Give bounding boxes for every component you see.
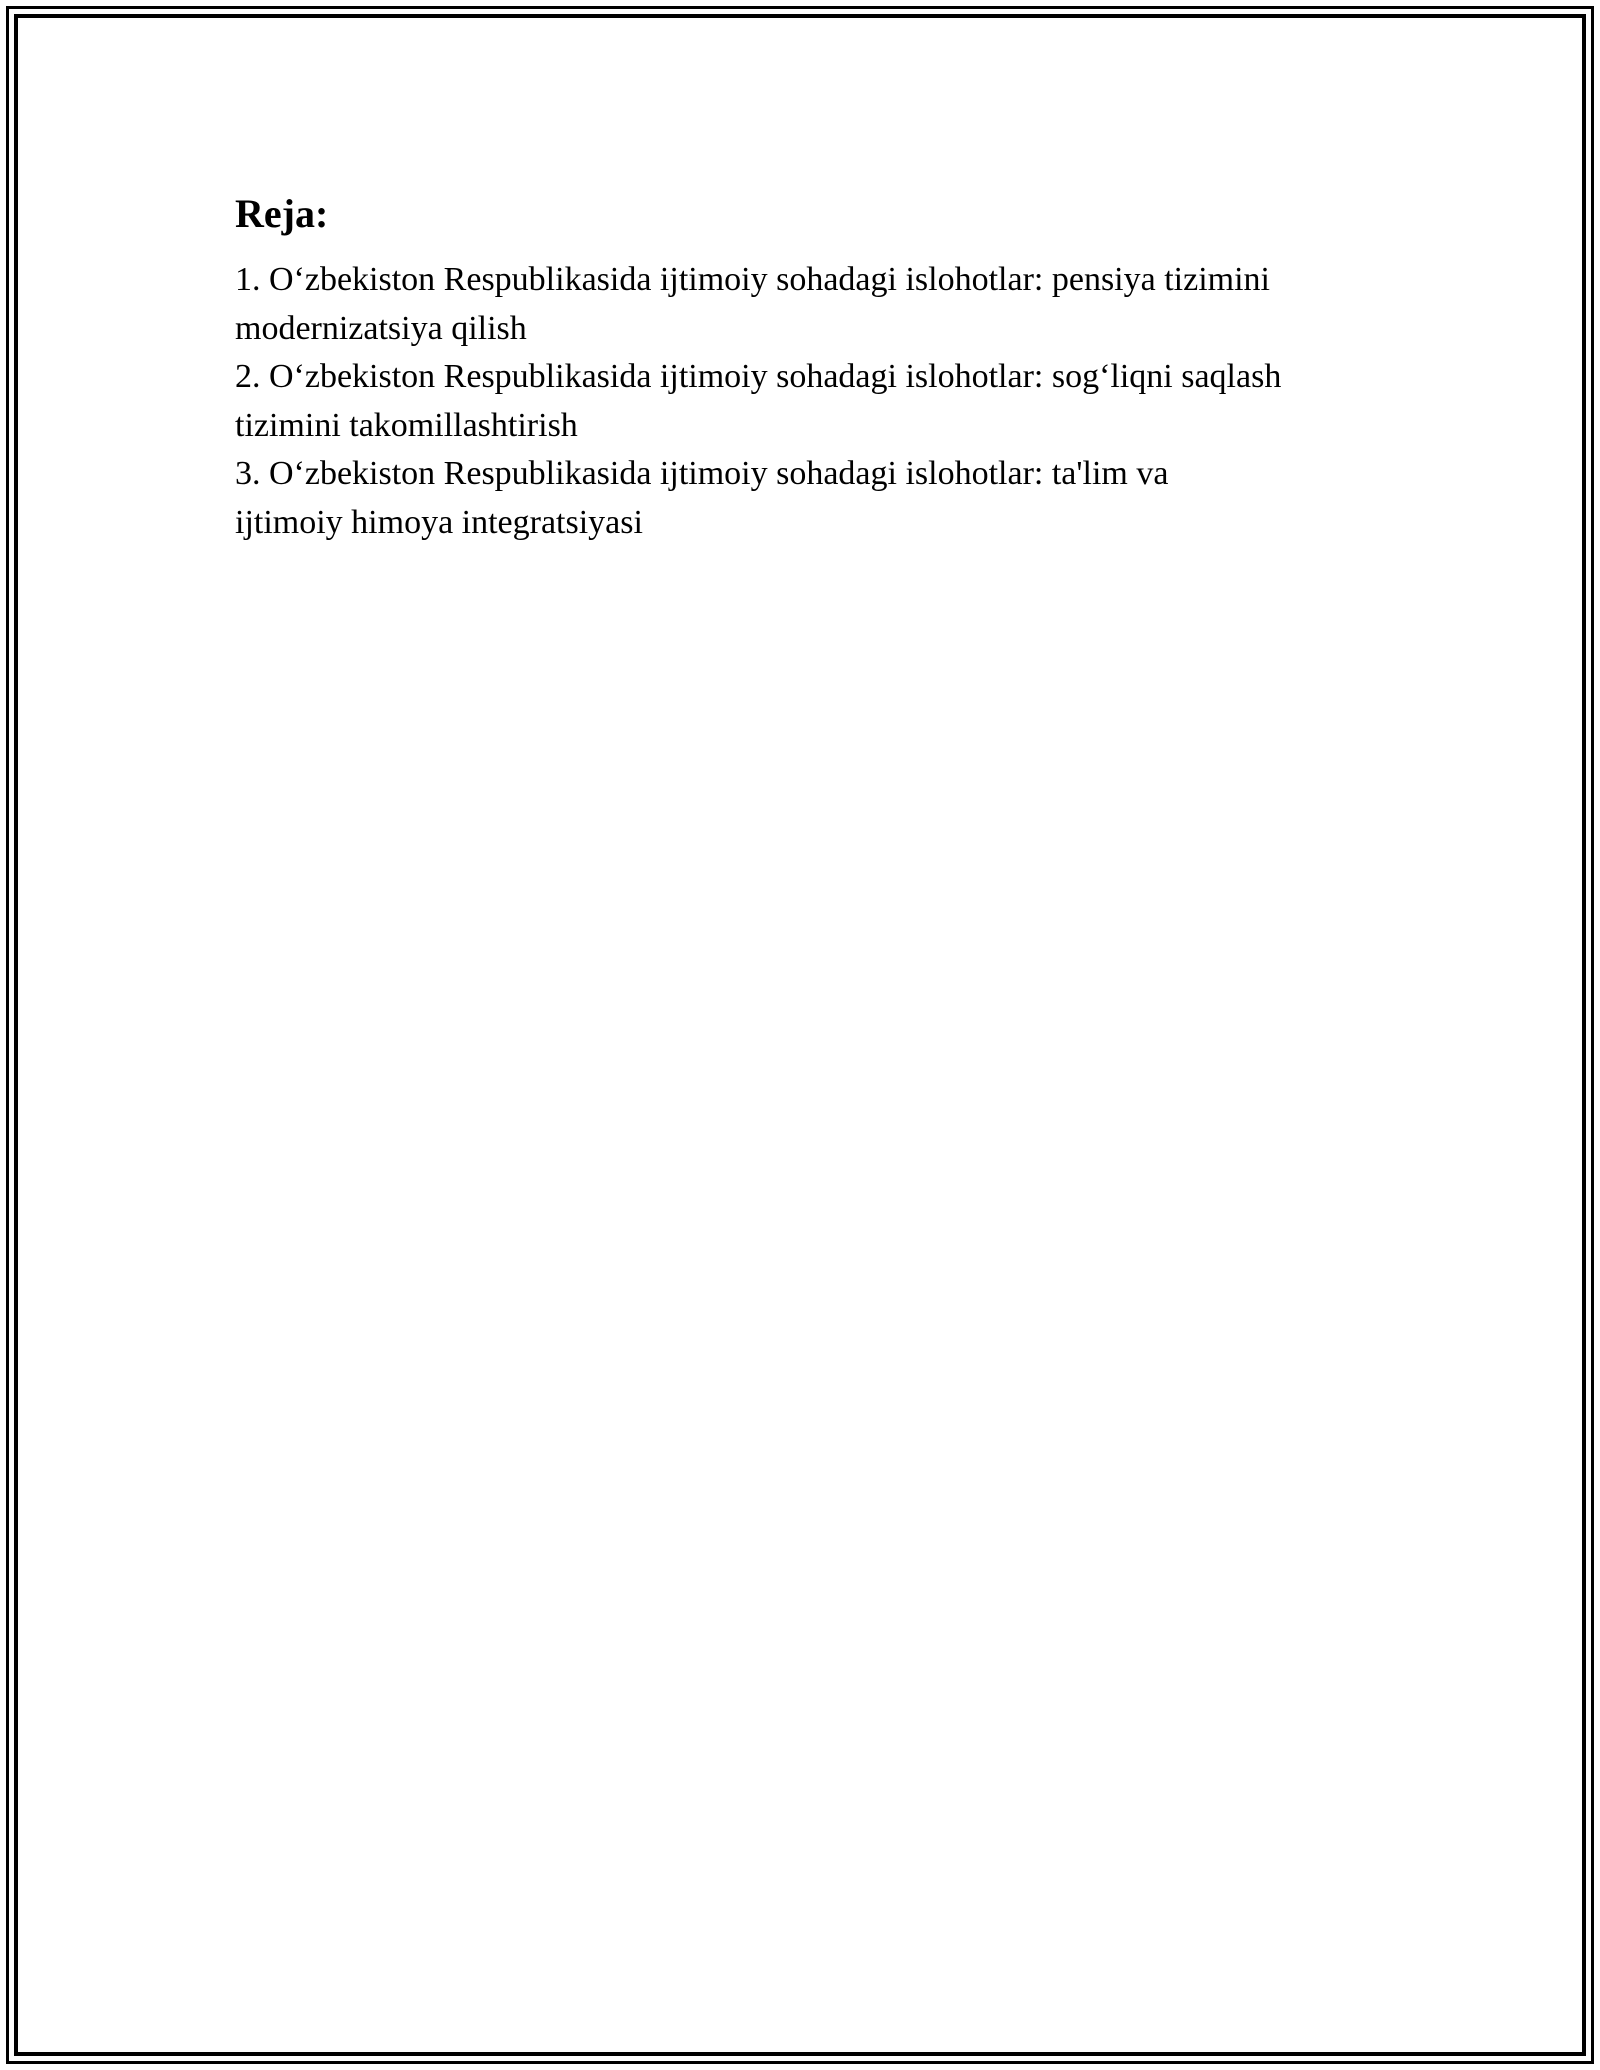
plan-title: Reja:: [235, 191, 329, 236]
plan-item-3-text: O‘zbekiston Respublikasida ijtimoiy sohadagi islohotlar: ta'lim va: [269, 455, 1169, 492]
plan-item-2-text: O‘zbekiston Respublikasida ijtimoiy sohadagi islohotlar: sog‘liqni saqlash: [269, 358, 1282, 395]
plan-item-2-line-2: tizimini takomillashtirish: [235, 406, 578, 444]
plan-item-1-line-2: modernizatsiya qilish: [235, 309, 527, 347]
plan-item-2-number: 2.: [235, 358, 261, 395]
plan-item-3: [235, 450, 1415, 547]
plan-item-1-number: 1.: [235, 261, 261, 298]
plan-item-1: [235, 256, 1415, 353]
plan-item-2: [235, 353, 1415, 450]
plan-item-2-line-1: [235, 353, 1415, 402]
plan-item-1-line-1: [235, 256, 1415, 305]
plan-item-3-line-2: ijtimoiy himoya integratsiyasi: [235, 503, 643, 541]
plan-list: [235, 256, 1415, 547]
document-body: [235, 186, 1415, 547]
plan-item-3-number: 3.: [235, 455, 261, 492]
plan-item-1-text: O‘zbekiston Respublikasida ijtimoiy sohadagi islohotlar: pensiya tizimini: [269, 261, 1270, 298]
plan-item-3-line-1: [235, 450, 1415, 499]
